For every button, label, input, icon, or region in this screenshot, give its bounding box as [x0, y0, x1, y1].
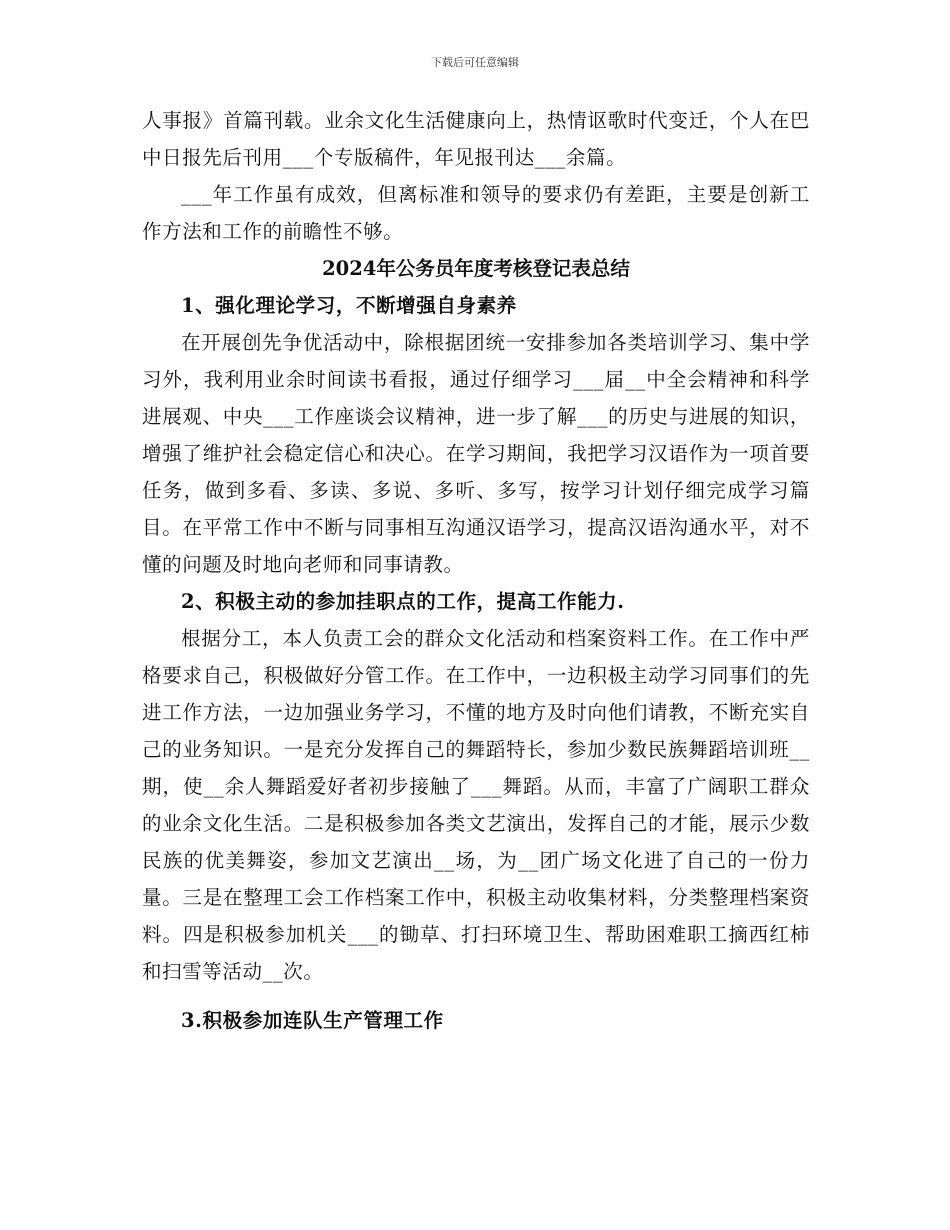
section-2-body: 根据分工，本人负责工会的群众文化活动和档案资料工作。在工作中严格要求自己，积极做好分管工作。在工作中，一边积极主动学习同事们的先进工作方法，一边加强业务学习，不懂的地方及时向他们请教，不断充实自己的业务知识。一是充分发挥自己的舞蹈特长，参加少数民族舞蹈培训班__期，使__余人舞蹈爱好者初步接触了___舞蹈。从而，丰富了广阔职工群众的业余文化生活。二是积极参加各类文艺演出，发挥自己的才能，展示少数民族的优美舞姿，参加文艺演出__场，为__团广场文化进了自己的一份力量。三是在整理工会工作档案工作中，积极主动收集材料，分类整理档案资料。四是积极参加机关___的锄草、打扫环境卫生、帮助困难职工摘西红柿和扫雪等活动__次。 — [142, 627, 810, 983]
section-1-heading: 1、强化理论学习，不断增强自身素养 — [181, 294, 517, 317]
page-header-note: 下载后可任意编辑 — [431, 56, 519, 69]
paragraph-continued-2: ___年工作虽有成效，但离标准和领导的要求仍有差距，主要是创新工作方法和工作的前瞻性不够。 — [142, 183, 810, 243]
document-body — [142, 102, 810, 1039]
document-title: 2024年公务员年度考核登记表总结 — [322, 257, 630, 280]
section-3-heading: 3.积极参加连队生产管理工作 — [181, 1009, 444, 1032]
section-1-body: 在开展创先争优活动中，除根据团统一安排参加各类培训学习、集中学习外，我利用业余时间读书看报，通过仔细学习___届__中全会精神和科学进展观、中央___工作座谈会议精神，进一步了解___的历史与进展的知识，增强了维护社会稳定信心和决心。在学习期间，我把学习汉语作为一项首要任务，做到多看、多读、多说、多听、多写，按学习计划仔细完成学习篇目。在平常工作中不断与同事相互沟通汉语学习，提高汉语沟通水平，对不懂的问题及时地向老师和同事请教。 — [142, 331, 810, 576]
paragraph-continued-1: 人事报》首篇刊载。业余文化生活健康向上，热情讴歌时代变迁，个人在巴中日报先后刊用___个专版稿件，年见报刊达___余篇。 — [142, 109, 810, 169]
section-2-heading: 2、积极主动的参加挂职点的工作，提高工作能力. — [181, 590, 625, 613]
